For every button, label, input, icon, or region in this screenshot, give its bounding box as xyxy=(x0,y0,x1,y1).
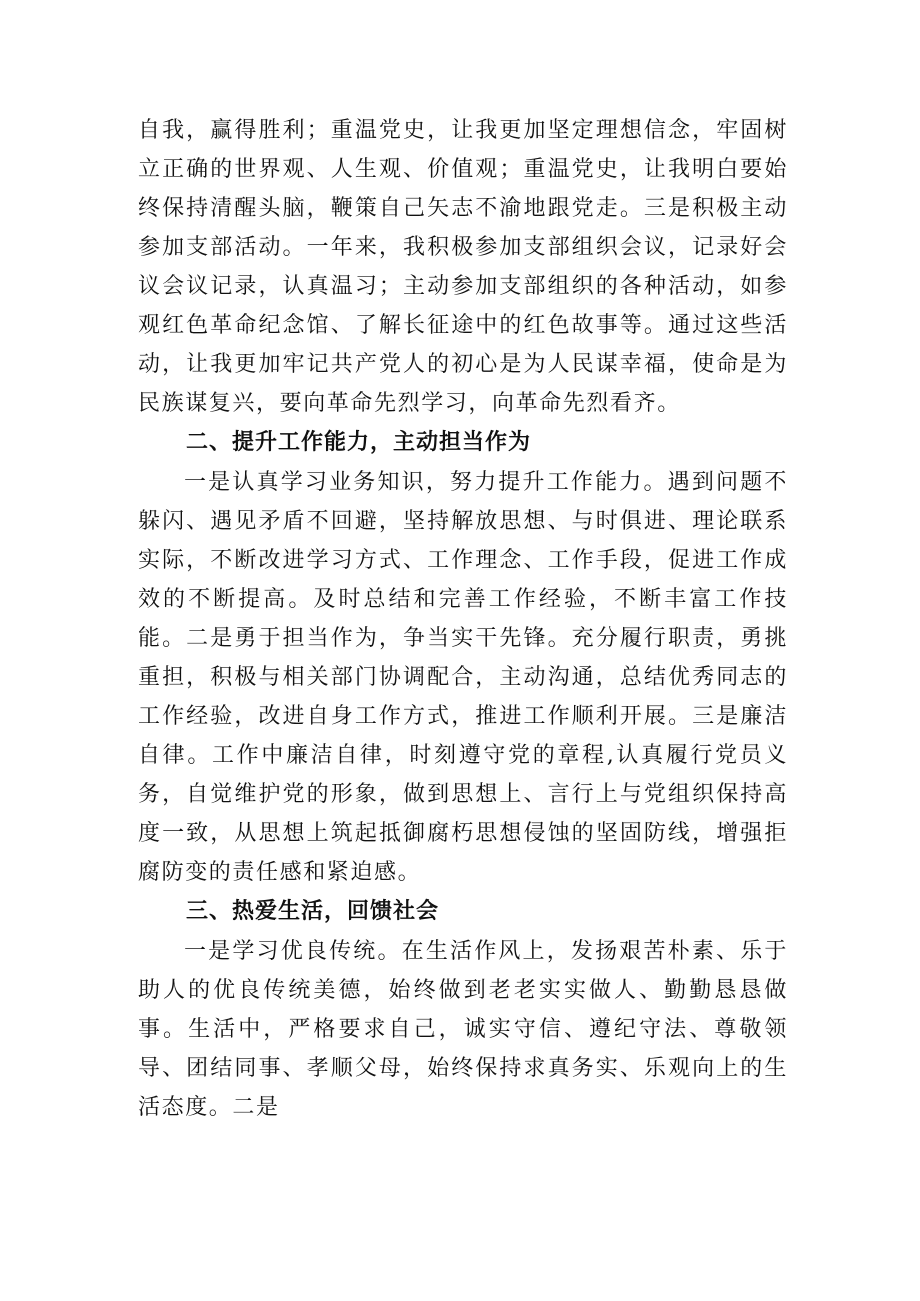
paragraph-love-life: 一是学习优良传统。在生活作风上，发扬艰苦朴素、乐于助人的优良传统美德，始终做到老老实实做人、勤勤恳恳做事。生活中，严格要求自己，诚实守信、遵纪守法、尊敬领导、团结同事、孝顺父母，始终保持求真务实、乐观向上的生活态度。二是 xyxy=(138,939,788,1120)
paragraph-continued: 自我，赢得胜利；重温党史，让我更加坚定理想信念，牢固树立正确的世界观、人生观、价值观；重温党史，让我明白要始终保持清醒头脑，鞭策自己矢志不渝地跟党走。三是积极主动参加支部活动。一年来，我积极参加支部组织会议，记录好会议会议记录，认真温习；主动参加支部组织的各种活动，如参观红色革命纪念馆、了解长征途中的红色故事等。通过这些活动，让我更加牢记共产党人的初心是为人民谋幸福，使命是为民族谋复兴，要向革命先烈学习，向革命先烈看齐。 xyxy=(138,118,788,416)
paragraph-work-ability: 一是认真学习业务知识，努力提升工作能力。遇到问题不躲闪、遇见矛盾不回避，坚持解放思想、与时俱进、理论联系实际，不断改进学习方式、工作理念、工作手段，促进工作成效的不断提高。及时总结和完善工作经验，不断丰富工作技能。二是勇于担当作为，争当实干先锋。充分履行职责，勇挑重担，积极与相关部门协调配合，主动沟通，总结优秀同志的工作经验，改进自身工作方式，推进工作顺利开展。三是廉洁自律。工作中廉洁自律，时刻遵守党的章程,认真履行党员义务，自觉维护党的形象，做到思想上、言行上与党组织保持高度一致，从思想上筑起抵御腐朽思想侵蚀的坚固防线，增强拒腐防变的责任感和紧迫感。 xyxy=(138,470,788,885)
section-heading-2: 二、提升工作能力，主动担当作为 xyxy=(186,430,532,455)
section-heading-3: 三、热爱生活，回馈社会 xyxy=(186,899,440,924)
document-body xyxy=(138,111,788,1127)
